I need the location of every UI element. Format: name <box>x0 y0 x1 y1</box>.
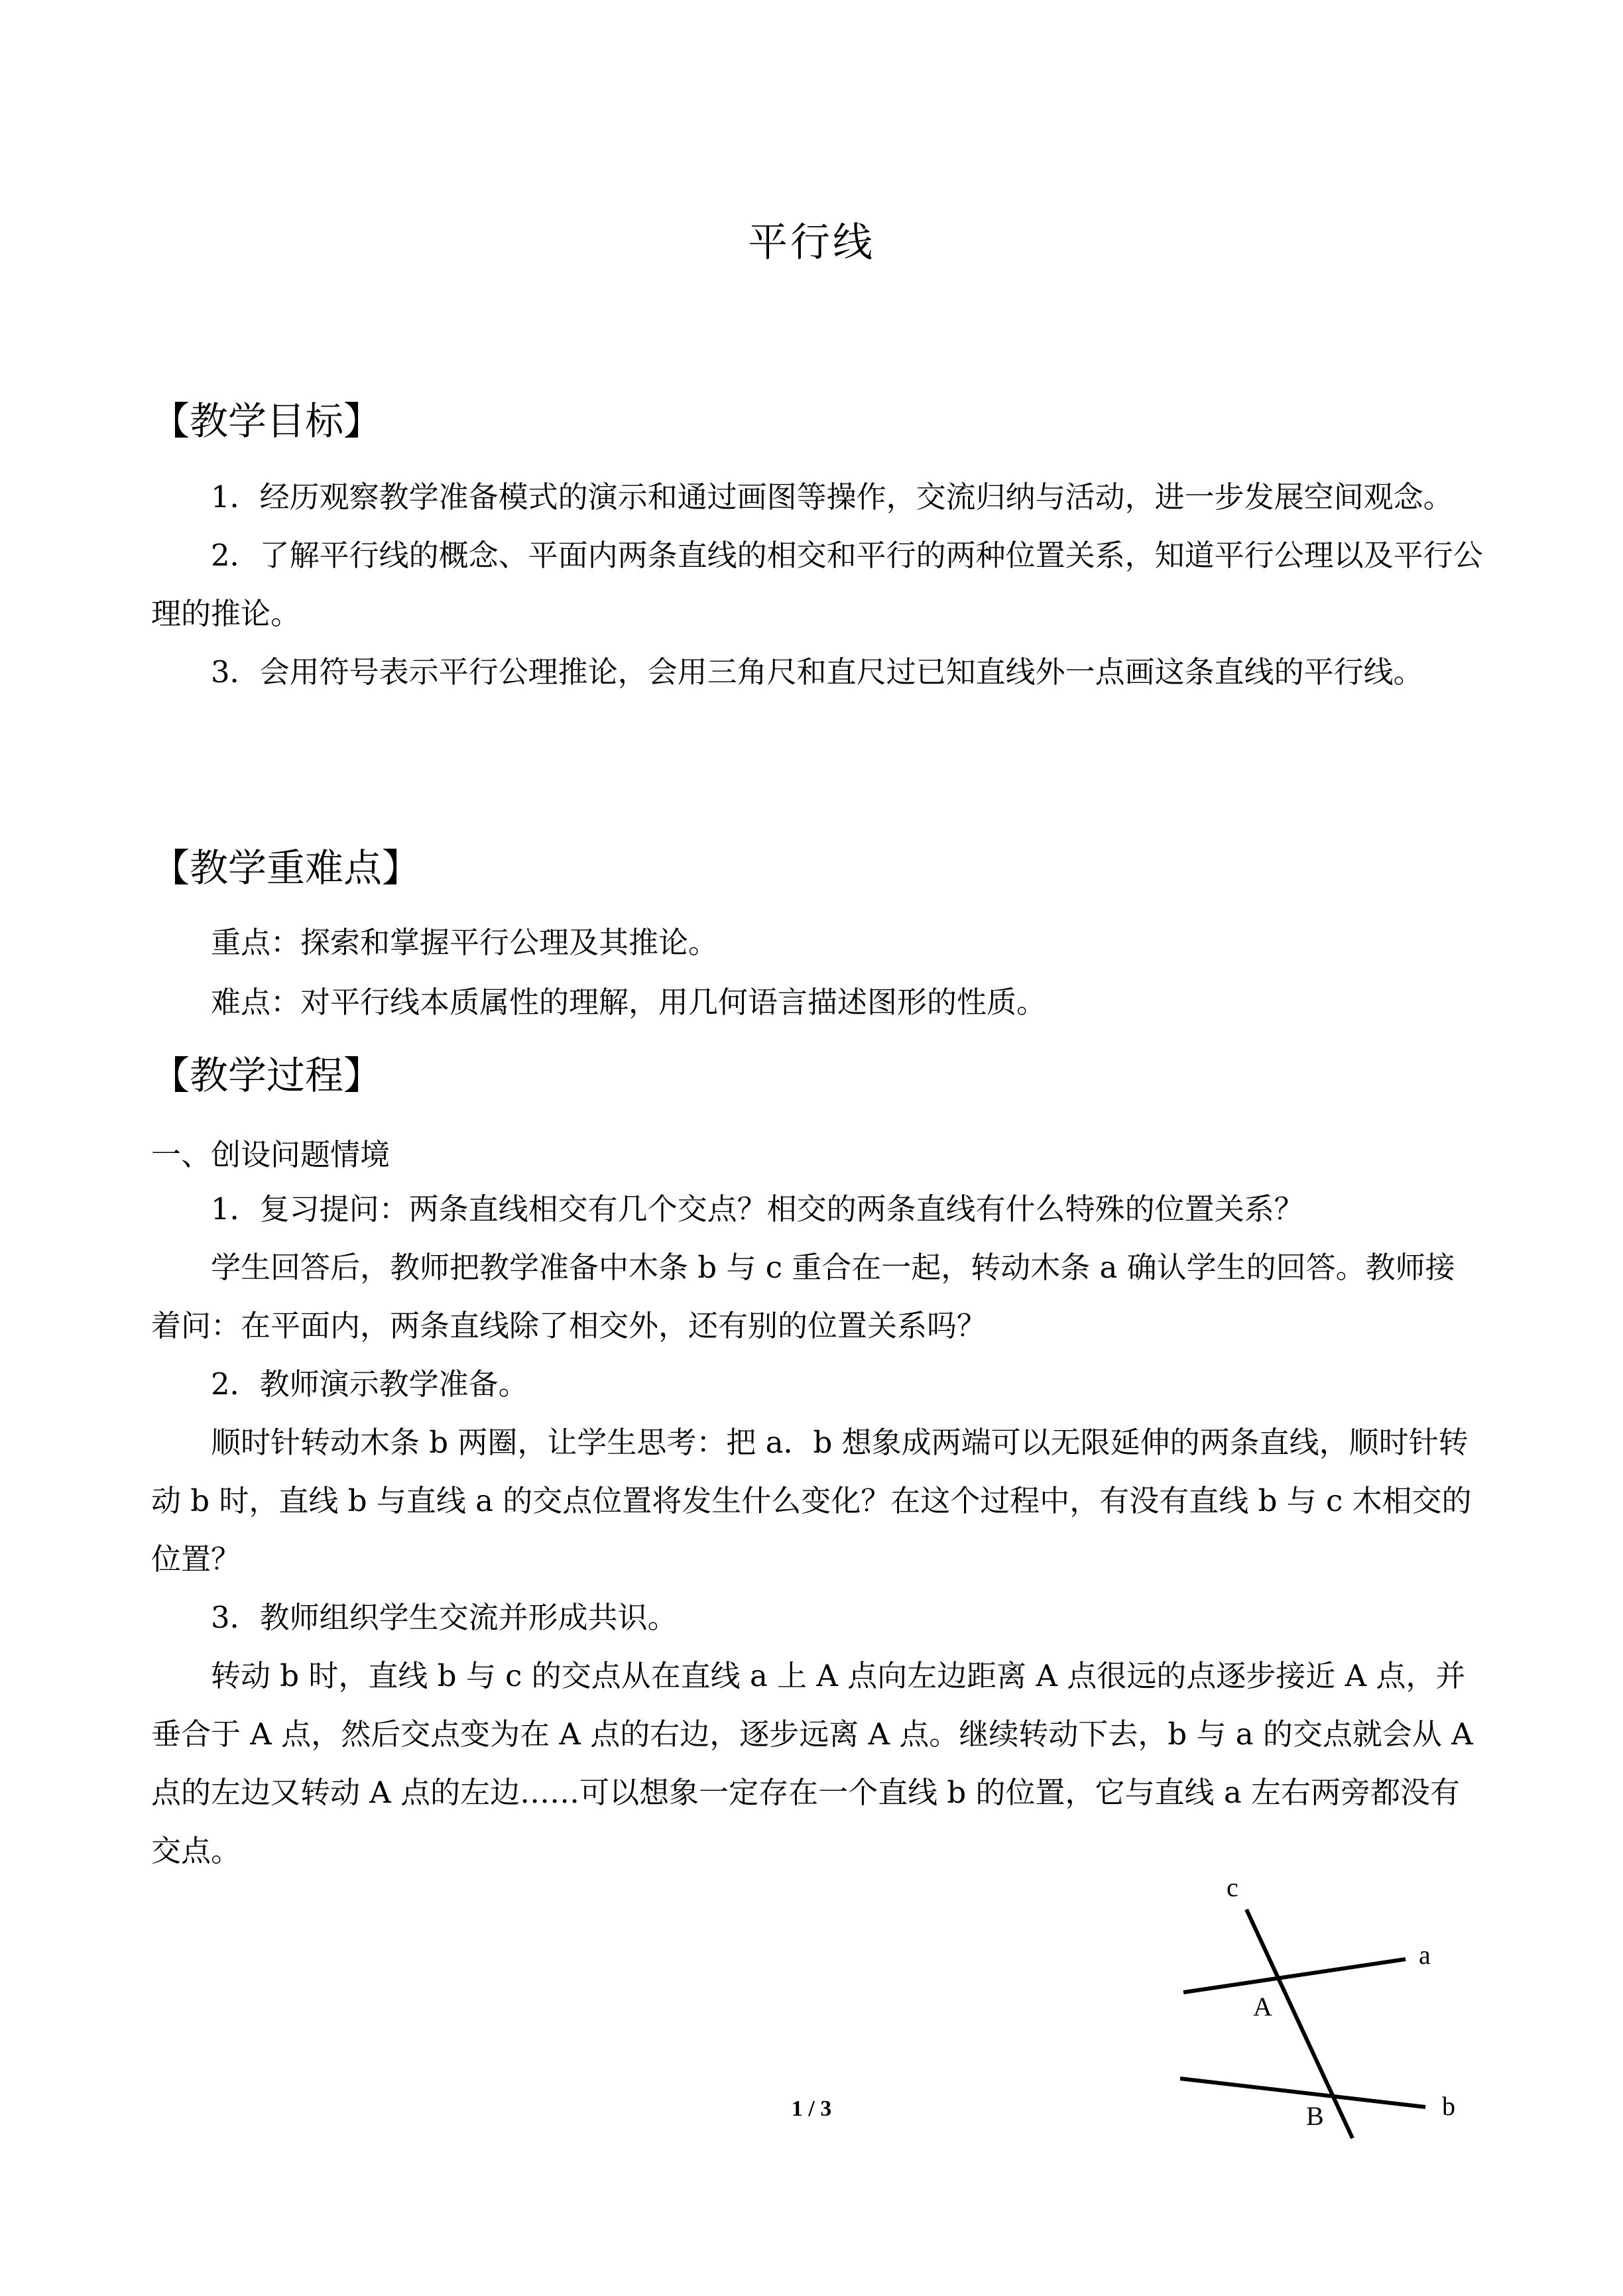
goals-list <box>151 468 1484 701</box>
process-paragraph: 转动 b 时，直线 b 与 c 的交点从在直线 a 上 A 点向左边距离 A 点很远的点逐步接近 A 点，并垂合于 A 点，然后交点变为在 A 点的右边，逐步远离 A 点。继续转动下去，b 与 a 的交点就会从 A 点的左边又转动 A 点的左边……可以想象一定存在一个直线 b 的位置，它与直线 a 左右两旁都没有交点。 <box>151 1658 1473 1868</box>
process-paragraph: 3．教师组织学生交流并形成共识。 <box>211 1600 678 1635</box>
goal-item-1: 1．经历观察教学准备模式的演示和通过画图等操作，交流归纳与活动，进一步发展空间观念。 <box>211 479 1453 514</box>
process-body <box>151 1180 1484 1880</box>
label-a: a <box>1419 1940 1431 1970</box>
goal-item-3: 3．会用符号表示平行公理推论，会用三角尺和直尺过已知直线外一点画这条直线的平行线。 <box>211 654 1423 690</box>
process-part1-title: 一、创设问题情境 <box>151 1137 391 1172</box>
process-paragraph: 学生回答后，教师把教学准备中木条 b 与 c 重合在一起，转动木条 a 确认学生的回答。教师接着问：在平面内，两条直线除了相交外，还有别的位置关系吗？ <box>151 1250 1455 1343</box>
page-number: 1 / 3 <box>791 2096 832 2121</box>
goals-heading: 【教学目标】 <box>151 398 383 444</box>
process-paragraph: 2．教师演示教学准备。 <box>211 1366 528 1402</box>
line-a <box>1183 1959 1406 1992</box>
label-A: A <box>1253 1992 1272 2022</box>
process-paragraph: 顺时针转动木条 b 两圈，让学生思考：把 a．b 想象成两端可以无限延伸的两条直线，顺时针转动 b 时，直线 b 与直线 a 的交点位置将发生什么变化？在这个过程中，有没有直线 b 与 c 木相交的位置？ <box>151 1425 1472 1577</box>
process-paragraph: 1．复习提问：两条直线相交有几个交点？相交的两条直线有什么特殊的位置关系？ <box>211 1191 1304 1227</box>
goal-item-2: 2．了解平行线的概念、平面内两条直线的相交和平行的两种位置关系，知道平行公理以及平行公理的推论。 <box>151 538 1483 631</box>
key-points-heading: 【教学重难点】 <box>151 845 421 890</box>
focus-text: 重点：探索和掌握平行公理及其推论。 <box>211 925 719 960</box>
process-heading: 【教学过程】 <box>151 1053 383 1098</box>
difficulty-text: 难点：对平行线本质属性的理解，用几何语言描述图形的性质。 <box>211 985 1047 1020</box>
page-title: 平行线 <box>748 219 875 266</box>
label-B: B <box>1306 2101 1324 2131</box>
label-c: c <box>1227 1872 1238 1902</box>
label-b: b <box>1442 2091 1455 2121</box>
